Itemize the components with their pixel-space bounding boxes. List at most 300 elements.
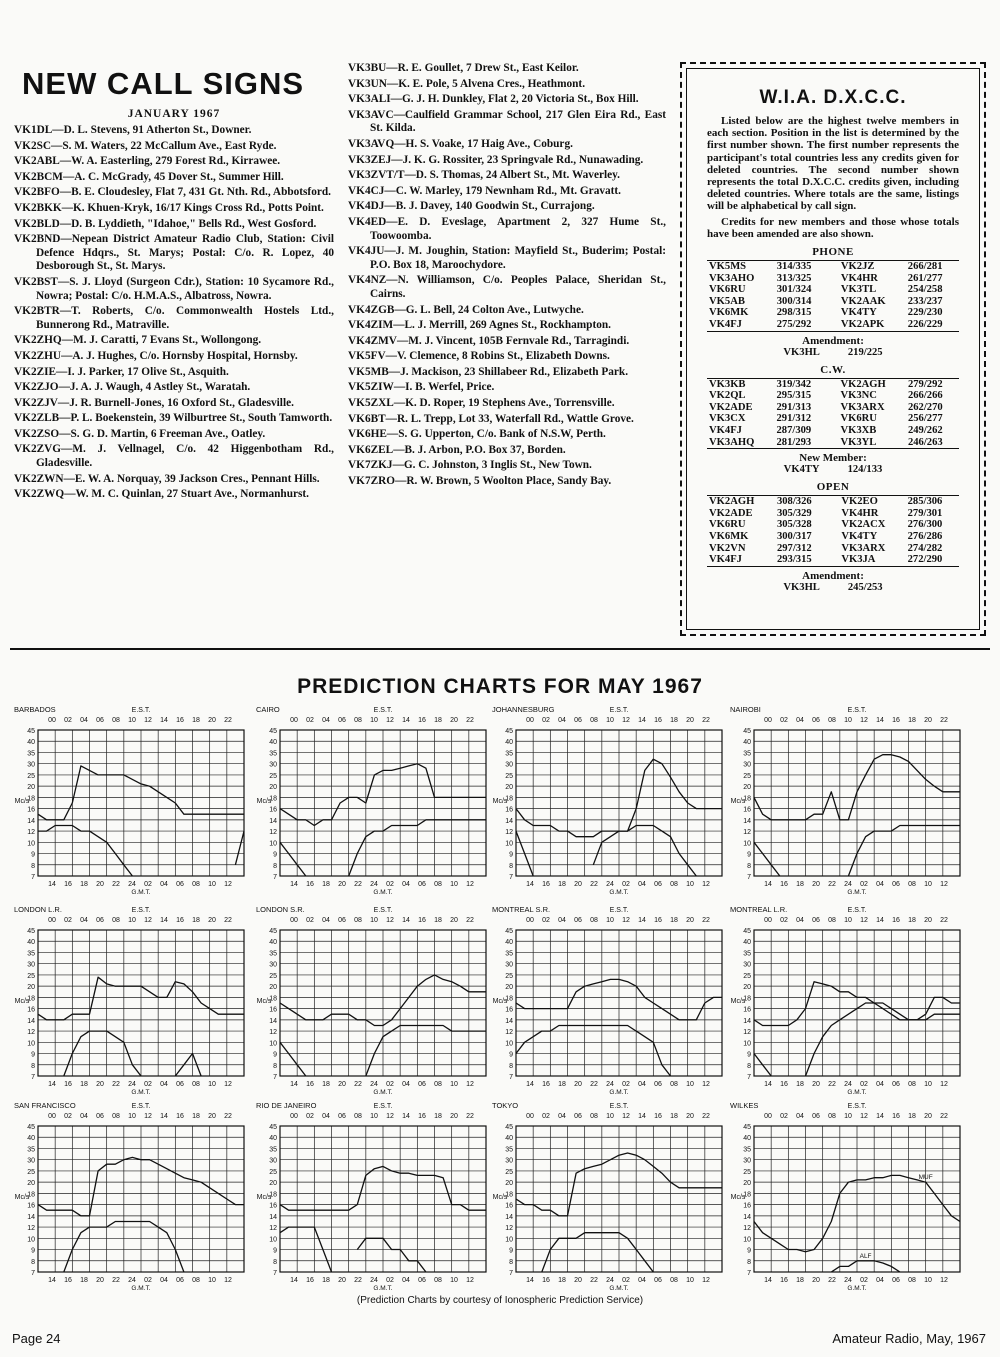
call-sign-entry: VK6HE—S. G. Upperton, C/o. Bank of N.S.W, Perth.: [348, 428, 606, 441]
dxcc-callsign: VK5MS: [709, 261, 747, 273]
y-tick-label: 7: [273, 1074, 277, 1081]
y-tick-label: 10: [269, 840, 277, 848]
est-tick-label: 22: [702, 917, 710, 924]
dxcc-score: 305/328: [776, 519, 812, 531]
y-tick-label: 16: [505, 806, 513, 814]
y-unit-label: Mc/s: [730, 1194, 746, 1201]
dxcc-box: [680, 62, 986, 636]
call-sign-entry: VK4NZ—N. Williamson, C/o. Peoples Palace, Sheridan St., Cairns.: [348, 274, 666, 300]
y-tick-label: 45: [27, 1124, 35, 1131]
y-unit-label: Mc/s: [14, 998, 30, 1005]
y-tick-label: 10: [269, 1040, 277, 1048]
gmt-tick-label: 24: [370, 881, 378, 888]
series-alf-line: [831, 1261, 900, 1272]
dxcc-callsign: VK6MK: [709, 307, 749, 319]
gmt-tick-label: 24: [606, 1277, 614, 1284]
gmt-tick-label: 04: [876, 881, 884, 888]
table-row: [707, 273, 959, 285]
est-tick-label: 16: [892, 717, 900, 724]
gmt-tick-label: 06: [654, 1277, 662, 1284]
y-tick-label: 8: [273, 1062, 277, 1070]
dxcc-callsign: VK4HR: [840, 272, 878, 284]
prediction-chart: [488, 900, 726, 1096]
call-sign-entry: VK2SC—S. M. Waters, 22 McCallum Ave., East Ryde.: [14, 139, 277, 152]
gmt-tick-label: 02: [622, 1277, 630, 1284]
est-tick-label: 12: [860, 717, 868, 724]
dxcc-callsign: VK6RU: [709, 519, 746, 531]
gmt-tick-label: 02: [144, 1277, 152, 1284]
y-tick-label: 12: [27, 1029, 35, 1037]
est-tick-label: 12: [144, 717, 152, 724]
gmt-tick-label: 08: [192, 1277, 200, 1284]
dxcc-callsign: VK2AGH: [709, 496, 755, 508]
est-tick-label: 02: [306, 917, 314, 924]
gmt-tick-label: 14: [290, 1277, 298, 1284]
chart-svg: [10, 900, 248, 1096]
est-tick-label: 02: [542, 1113, 550, 1120]
est-tick-label: 04: [796, 1113, 804, 1120]
gmt-label: G.M.T.: [609, 889, 629, 896]
y-tick-label: 30: [743, 1157, 751, 1165]
chart-title: LONDON L.R.: [14, 905, 62, 914]
est-tick-label: 22: [466, 917, 474, 924]
y-tick-label: 9: [31, 1051, 35, 1059]
y-tick-label: 45: [743, 1124, 751, 1131]
y-tick-label: 16: [269, 1006, 277, 1014]
y-tick-label: 25: [27, 772, 35, 780]
y-tick-label: 12: [743, 1225, 751, 1233]
gmt-tick-label: 18: [558, 1081, 566, 1088]
est-tick-label: 04: [322, 917, 330, 924]
prediction-chart: [488, 700, 726, 896]
est-tick-label: 12: [860, 1113, 868, 1120]
gmt-tick-label: 12: [466, 881, 474, 888]
y-tick-label: 14: [27, 1213, 35, 1221]
est-tick-label: 08: [112, 917, 120, 924]
dxcc-callsign: VK3CX: [709, 413, 746, 425]
est-tick-label: 22: [224, 717, 232, 724]
gmt-label: G.M.T.: [131, 1285, 151, 1292]
gmt-tick-label: 20: [812, 881, 820, 888]
y-tick-label: 8: [747, 1258, 751, 1266]
dxcc-score: 261/277: [907, 272, 943, 284]
gmt-tick-label: 12: [224, 1277, 232, 1284]
dxcc-score: 254/258: [907, 284, 943, 296]
dxcc-table-cw: [707, 378, 959, 450]
call-sign-entry: VK3BU—R. E. Goullet, 7 Drew St., East Keilor.: [348, 62, 579, 74]
dxcc-score: 279/301: [907, 507, 943, 519]
y-tick-label: 7: [273, 1270, 277, 1277]
est-tick-label: 06: [338, 717, 346, 724]
call-sign-entry: VK3UN—K. E. Pole, 5 Alvena Cres., Heathmont.: [348, 77, 586, 90]
y-tick-label: 9: [31, 1247, 35, 1255]
y-unit-label: Mc/s: [492, 798, 508, 805]
est-tick-label: 14: [160, 917, 168, 924]
gmt-tick-label: 04: [876, 1277, 884, 1284]
y-tick-label: 7: [273, 874, 277, 881]
gmt-tick-label: 14: [48, 881, 56, 888]
call-sign-entry: VK4ZIM—L. J. Merrill, 269 Agnes St., Rockhampton.: [348, 319, 611, 332]
est-label: E.S.T.: [847, 907, 867, 914]
y-tick-label: 16: [505, 1006, 513, 1014]
est-label: E.S.T.: [609, 1103, 629, 1110]
prediction-chart: [252, 700, 490, 896]
y-tick-label: 25: [269, 972, 277, 980]
chart-title: BARBADOS: [14, 705, 56, 714]
est-tick-label: 08: [354, 917, 362, 924]
call-sign-entry: VK5ZIW—I. B. Werfel, Price.: [348, 381, 495, 394]
y-tick-label: 16: [743, 1202, 751, 1210]
y-tick-label: 12: [505, 829, 513, 837]
prediction-chart: [10, 1096, 248, 1292]
dxcc-credits-note: Credits for new members and those whose totals have been amended are also shown.: [707, 215, 959, 240]
gmt-tick-label: 18: [322, 1277, 330, 1284]
call-sign-entry: VK4CJ—C. W. Marley, 179 Newnham Rd., Mt. Gravatt.: [348, 184, 621, 197]
y-tick-label: 25: [27, 972, 35, 980]
chart-title: TOKYO: [492, 1101, 519, 1110]
y-unit-label: Mc/s: [14, 1194, 30, 1201]
est-tick-label: 06: [96, 917, 104, 924]
gmt-tick-label: 12: [940, 1081, 948, 1088]
y-tick-label: 8: [509, 1062, 513, 1070]
est-label: E.S.T.: [131, 707, 151, 714]
y-tick-label: 40: [27, 739, 35, 747]
section-divider: [10, 648, 990, 650]
call-sign-entry: VK2ZVG—M. J. Vellnagel, C/o. 42 Higgenbotham Rd., Gladesville.: [14, 443, 334, 470]
call-sign-entry: VK2ZJV—J. R. Burnell-Jones, 16 Oxford St., Gladesville.: [14, 396, 294, 409]
est-tick-label: 18: [192, 1113, 200, 1120]
est-tick-label: 18: [670, 917, 678, 924]
est-tick-label: 10: [128, 717, 136, 724]
est-tick-label: 16: [418, 717, 426, 724]
dxcc-score: 301/324: [776, 284, 812, 296]
est-tick-label: 20: [686, 717, 694, 724]
call-sign-entry: VK2BND—Nepean District Amateur Radio Club, Station: Civil Defence Hdqrs., St. Marys; Postal: C/o. R. Lopez, 40 Desborough St., St. Marys.: [14, 233, 334, 273]
est-tick-label: 00: [526, 917, 534, 924]
gmt-label: G.M.T.: [609, 1089, 629, 1096]
gmt-tick-label: 20: [96, 881, 104, 888]
est-tick-label: 18: [908, 917, 916, 924]
dxcc-score: 287/309: [776, 424, 812, 436]
est-tick-label: 20: [450, 717, 458, 724]
y-tick-label: 35: [269, 950, 277, 958]
dxcc-callsign: VK3JA: [841, 554, 876, 566]
est-tick-label: 12: [386, 717, 394, 724]
y-tick-label: 9: [747, 851, 751, 859]
call-sign-entry: VK7ZRO—R. W. Brown, 5 Woolton Place, Sandy Bay.: [348, 475, 612, 488]
y-tick-label: 10: [743, 1236, 751, 1244]
y-unit-label: Mc/s: [730, 798, 746, 805]
gmt-tick-label: 22: [354, 1277, 362, 1284]
y-tick-label: 40: [269, 939, 277, 947]
dxcc-score: 308/326: [776, 496, 812, 508]
gmt-tick-label: 12: [702, 1277, 710, 1284]
y-tick-label: 12: [27, 829, 35, 837]
est-tick-label: 08: [590, 1113, 598, 1120]
y-tick-label: 25: [743, 972, 751, 980]
call-sign-entry: VK2BLD—D. B. Lyddieth, "Idahoe," Bells Rd., West Gosford.: [14, 217, 317, 230]
y-tick-label: 16: [743, 806, 751, 814]
dxcc-score: 293/315: [776, 554, 812, 566]
gmt-tick-label: 14: [764, 1081, 772, 1088]
dxcc-score: 272/290: [907, 554, 943, 566]
gmt-tick-label: 02: [386, 1277, 394, 1284]
table-row: [707, 519, 959, 531]
y-tick-label: 35: [505, 750, 513, 758]
est-tick-label: 02: [780, 1113, 788, 1120]
dxcc-inner: [686, 68, 980, 630]
est-tick-label: 02: [64, 717, 72, 724]
dxcc-sections: [707, 246, 959, 593]
gmt-tick-label: 20: [338, 1277, 346, 1284]
y-tick-label: 45: [743, 728, 751, 735]
est-tick-label: 00: [764, 917, 772, 924]
gmt-tick-label: 20: [574, 1081, 582, 1088]
est-tick-label: 16: [176, 917, 184, 924]
dxcc-score: 313/325: [776, 272, 812, 284]
gmt-tick-label: 08: [434, 1081, 442, 1088]
y-tick-label: 40: [505, 739, 513, 747]
dxcc-callsign: VK4FJ: [709, 424, 742, 436]
est-tick-label: 04: [322, 1113, 330, 1120]
est-tick-label: 22: [940, 717, 948, 724]
y-tick-label: 35: [269, 750, 277, 758]
y-tick-label: 8: [747, 862, 751, 870]
dxcc-score: 279/292: [907, 378, 943, 390]
est-tick-label: 02: [64, 1113, 72, 1120]
dxcc-score: 262/270: [907, 401, 943, 413]
y-tick-label: 45: [743, 928, 751, 935]
dxcc-callsign: VK3NC: [840, 390, 877, 402]
dxcc-score: 233/237: [907, 295, 943, 307]
dxcc-callsign: VK2EO: [841, 496, 878, 508]
y-tick-label: 12: [269, 829, 277, 837]
gmt-tick-label: 16: [542, 1081, 550, 1088]
est-tick-label: 16: [418, 917, 426, 924]
call-signs-column-2: [348, 62, 666, 491]
call-sign-entry: VK3ZEJ—J. K. G. Rossiter, 23 Springvale Rd., Nunawading.: [348, 153, 644, 166]
est-label: E.S.T.: [847, 1103, 867, 1110]
gmt-label: G.M.T.: [131, 1089, 151, 1096]
est-tick-label: 18: [908, 1113, 916, 1120]
table-row: [707, 402, 959, 414]
y-tick-label: 18: [743, 995, 751, 1003]
gmt-tick-label: 06: [892, 1081, 900, 1088]
gmt-tick-label: 20: [574, 1277, 582, 1284]
dxcc-callsign: VK2QL: [709, 390, 746, 402]
gmt-tick-label: 14: [526, 1277, 534, 1284]
call-sign-entry: VK4DJ—B. J. Davey, 140 Goodwin St., Currajong.: [348, 200, 595, 213]
dxcc-callsign: VK4TY: [841, 530, 878, 542]
dxcc-score: 300/314: [776, 295, 812, 307]
dxcc-callsign: VK2ADE: [709, 401, 753, 413]
est-tick-label: 06: [338, 917, 346, 924]
call-sign-entry: VK2ABL—W. A. Easterling, 279 Forest Rd., Kirrawee.: [14, 155, 281, 168]
y-tick-label: 30: [269, 961, 277, 969]
y-tick-label: 18: [269, 795, 277, 803]
y-tick-label: 45: [505, 728, 513, 735]
gmt-tick-label: 04: [876, 1081, 884, 1088]
dxcc-score: 226/229: [907, 319, 943, 330]
y-tick-label: 9: [31, 851, 35, 859]
est-tick-label: 20: [686, 917, 694, 924]
call-sign-entry: VK2ZSO—S. G. D. Martin, 6 Freeman Ave., Oatley.: [14, 427, 266, 440]
est-tick-label: 16: [418, 1113, 426, 1120]
est-tick-label: 00: [764, 717, 772, 724]
y-tick-label: 9: [747, 1247, 751, 1255]
dxcc-callsign: VK4HR: [841, 507, 879, 519]
est-tick-label: 16: [892, 917, 900, 924]
dxcc-callsign: VK3HL: [783, 346, 820, 358]
gmt-tick-label: 12: [702, 881, 710, 888]
est-tick-label: 00: [290, 717, 298, 724]
est-tick-label: 08: [828, 917, 836, 924]
est-tick-label: 10: [606, 917, 614, 924]
gmt-tick-label: 18: [80, 1277, 88, 1284]
y-tick-label: 10: [27, 1040, 35, 1048]
est-tick-label: 02: [64, 917, 72, 924]
y-tick-label: 9: [273, 1247, 277, 1255]
gmt-label: G.M.T.: [373, 1285, 393, 1292]
est-tick-label: 12: [386, 917, 394, 924]
dxcc-section-cw-heading: C.W.: [820, 363, 846, 376]
y-tick-label: 25: [269, 1168, 277, 1176]
chart-title: MONTREAL L.R.: [730, 905, 788, 914]
est-tick-label: 04: [322, 717, 330, 724]
y-tick-label: 35: [743, 1146, 751, 1154]
y-tick-label: 25: [27, 1168, 35, 1176]
call-sign-entry: VK4JU—J. M. Joughin, Station: Mayfield St., Buderim; Postal: P.O. Box 18, Maroochydore.: [348, 245, 666, 271]
gmt-tick-label: 24: [844, 1081, 852, 1088]
gmt-tick-label: 24: [370, 1277, 378, 1284]
dxcc-score: 274/282: [907, 542, 943, 554]
call-sign-entry: VK1DL—D. L. Stevens, 91 Atherton St., Downer.: [14, 124, 252, 136]
est-tick-label: 04: [558, 917, 566, 924]
gmt-tick-label: 22: [828, 1277, 836, 1284]
est-tick-label: 22: [466, 717, 474, 724]
y-tick-label: 16: [27, 1006, 35, 1014]
dxcc-amendment-heading: Amendment:: [802, 569, 864, 582]
est-tick-label: 08: [590, 717, 598, 724]
est-tick-label: 10: [370, 917, 378, 924]
call-sign-entry: VK2BTR—T. Roberts, C/o. Commonwealth Hostels Ltd., Bunnerong Rd., Matraville.: [14, 305, 334, 331]
est-tick-label: 06: [812, 1113, 820, 1120]
table-row: [707, 284, 959, 296]
call-sign-entry: VK4ZMV—M. J. Vincent, 105B Fernvale Rd., Tarragindi.: [348, 334, 630, 347]
gmt-tick-label: 12: [466, 1081, 474, 1088]
y-tick-label: 20: [505, 1180, 513, 1188]
dxcc-score: 300/317: [776, 530, 812, 542]
y-tick-label: 8: [31, 862, 35, 870]
est-tick-label: 16: [892, 1113, 900, 1120]
est-tick-label: 18: [670, 1113, 678, 1120]
y-unit-label: Mc/s: [730, 998, 746, 1005]
est-tick-label: 22: [702, 1113, 710, 1120]
dxcc-table-phone: [707, 260, 959, 332]
est-tick-label: 20: [924, 717, 932, 724]
est-tick-label: 06: [574, 917, 582, 924]
y-tick-label: 14: [269, 1213, 277, 1221]
gmt-tick-label: 24: [606, 881, 614, 888]
y-tick-label: 16: [27, 1202, 35, 1210]
y-tick-label: 16: [269, 1202, 277, 1210]
gmt-tick-label: 04: [160, 881, 168, 888]
est-tick-label: 00: [526, 1113, 534, 1120]
y-tick-label: 12: [269, 1225, 277, 1233]
est-tick-label: 22: [466, 1113, 474, 1120]
y-tick-label: 7: [31, 1074, 35, 1081]
dxcc-title: W.I.A. D.X.C.C.: [759, 87, 907, 108]
y-tick-label: 14: [743, 1213, 751, 1221]
chart-title: SAN FRANCISCO: [14, 1101, 76, 1110]
est-label: E.S.T.: [609, 707, 629, 714]
call-sign-entry: VK2BST—S. J. Lloyd (Surgeon Cdr.), Station: 10 Sycamore Rd., Nowra; Postal: C/o. H.M.A.S., Albatross, Nowra.: [14, 275, 334, 302]
est-tick-label: 02: [306, 717, 314, 724]
chart-svg: [252, 700, 490, 896]
gmt-tick-label: 12: [466, 1277, 474, 1284]
gmt-tick-label: 14: [48, 1277, 56, 1284]
y-tick-label: 10: [269, 1236, 277, 1244]
gmt-tick-label: 06: [176, 1277, 184, 1284]
prediction-chart: [10, 900, 248, 1096]
y-tick-label: 30: [743, 761, 751, 769]
table-row: [707, 531, 959, 543]
chart-title: RIO DE JANEIRO: [256, 1101, 317, 1110]
gmt-label: G.M.T.: [609, 1285, 629, 1292]
dxcc-callsign: VK2VN: [709, 542, 746, 554]
y-tick-label: 40: [27, 1135, 35, 1143]
gmt-tick-label: 08: [908, 881, 916, 888]
gmt-tick-label: 24: [844, 1277, 852, 1284]
est-tick-label: 10: [128, 1113, 136, 1120]
y-unit-label: Mc/s: [256, 1194, 272, 1201]
gmt-label: G.M.T.: [847, 1089, 867, 1096]
est-tick-label: 18: [192, 717, 200, 724]
gmt-tick-label: 22: [354, 1081, 362, 1088]
dxcc-callsign: VK3ARX: [841, 542, 886, 554]
gmt-tick-label: 22: [828, 881, 836, 888]
dxcc-callsign: VK3AHO: [709, 272, 755, 284]
y-unit-label: Mc/s: [14, 798, 30, 805]
gmt-tick-label: 10: [686, 1081, 694, 1088]
y-tick-label: 20: [269, 1180, 277, 1188]
gmt-tick-label: 02: [860, 881, 868, 888]
y-tick-label: 9: [273, 1051, 277, 1059]
y-tick-label: 14: [505, 1017, 513, 1025]
est-tick-label: 00: [526, 717, 534, 724]
call-sign-entry: VK2ZLB—P. L. Boekenstein, 39 Wilburtree St., South Tamworth.: [14, 412, 333, 425]
y-tick-label: 8: [273, 862, 277, 870]
publication-footer: Amateur Radio, May, 1967: [832, 1331, 986, 1346]
est-label: E.S.T.: [373, 707, 393, 714]
est-tick-label: 14: [160, 717, 168, 724]
y-tick-label: 35: [743, 950, 751, 958]
gmt-tick-label: 10: [924, 1081, 932, 1088]
call-sign-list-1: [14, 124, 334, 502]
est-tick-label: 10: [370, 1113, 378, 1120]
dxcc-callsign: VK2APK: [840, 319, 885, 330]
call-sign-entry: VK2ZHQ—M. J. Caratti, 7 Evans St., Wollongong.: [14, 334, 262, 347]
y-tick-label: 45: [27, 928, 35, 935]
y-tick-label: 18: [269, 995, 277, 1003]
dxcc-callsign: VK4FJ: [709, 554, 742, 566]
y-tick-label: 20: [269, 984, 277, 992]
call-signs-month: JANUARY 1967: [127, 108, 221, 120]
gmt-tick-label: 20: [338, 1081, 346, 1088]
y-tick-label: 7: [31, 874, 35, 881]
y-tick-label: 35: [505, 950, 513, 958]
est-tick-label: 10: [844, 717, 852, 724]
